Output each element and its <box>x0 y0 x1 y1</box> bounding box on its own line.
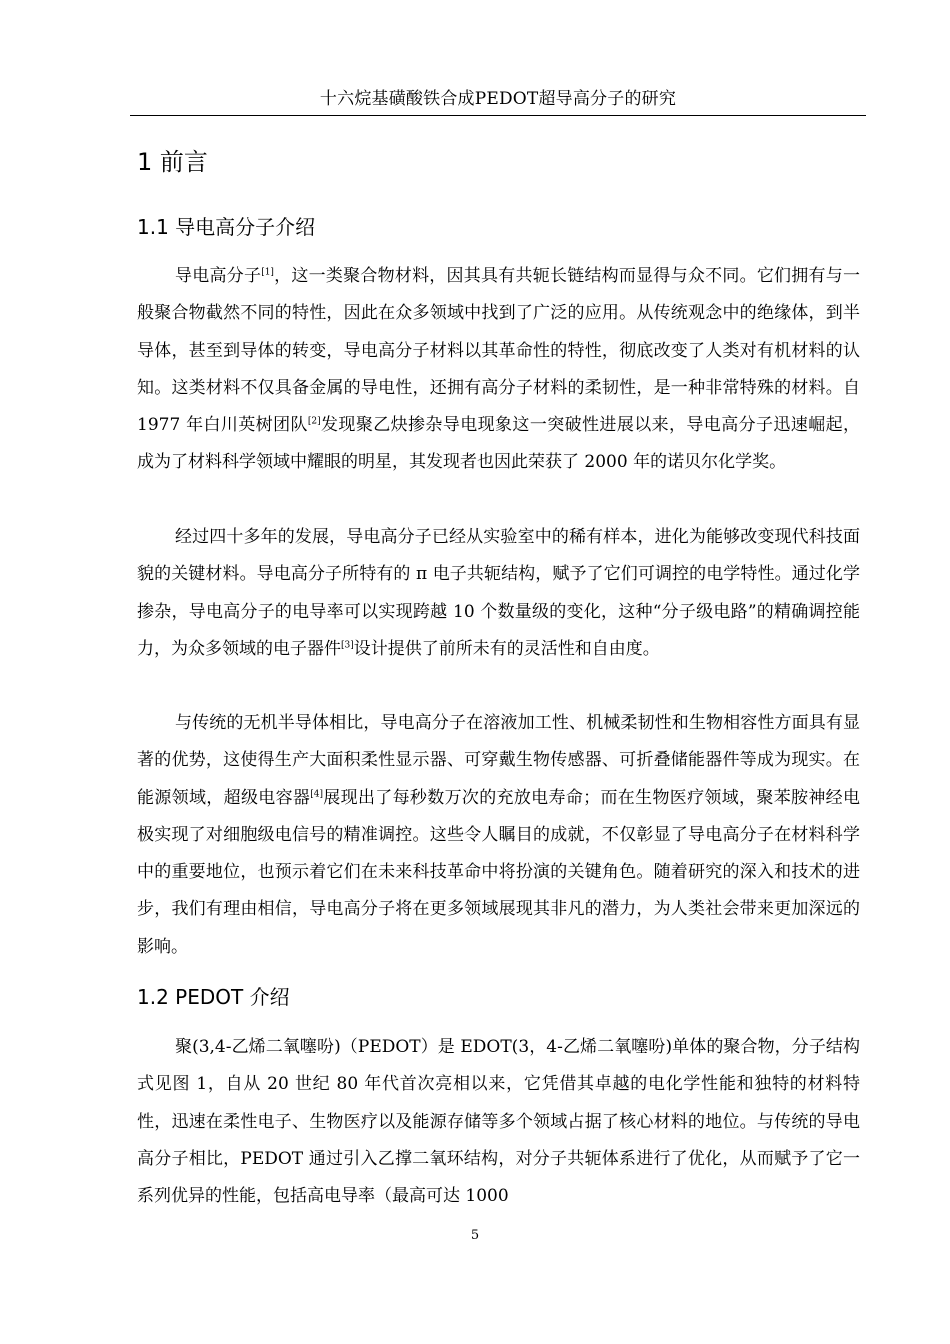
paragraph-advantages <box>137 705 860 966</box>
paragraph-conductive-polymers-intro <box>137 258 860 482</box>
paragraph-text: ，这一类聚合物材料，因其具有共轭长链结构而显得与众不同。它们拥有与一般聚合物截然不同的特性，因此在众多领域中找到了广泛的应用。从传统观念中的绝缘体，到半导体，甚至到导体的转变，导电高分子材料以其革命性的特性，彻底改变了人类对有机材料的认知。这类材料不仅具备金属的导电性，还拥有高分子材料的柔韧性，是一种非常特殊的材料。自 1977 年白川英树团队 <box>137 266 861 436</box>
paragraph-text: 与传统的无机半导体相比，导电高分子在溶液加工性、机械柔韧性和生物相容性方面具有显著的优势，这使得生产大面积柔性显示器、可穿戴生物传感器、可折叠储能器件等成为现实。在能源领域，超级电容器 <box>137 713 860 808</box>
citation-ref: [2] <box>307 416 321 427</box>
paragraph-development <box>137 519 860 668</box>
citation-ref: [1] <box>261 267 274 278</box>
page-number: 5 <box>470 1228 480 1243</box>
paragraph-text: 经过四十多年的发展，导电高分子已经从实验室中的稀有样本，进化为能够改变现代科技面貌的关键材料。导电高分子所特有的 π 电子共轭结构，赋予了它们可调控的电学特性。通过化学掺杂，导电高分子的电导率可以实现跨越 10 个数量级的变化，这种“分子级电路”的精确调控能力，为众多领域的电子器件 <box>137 527 860 659</box>
paragraph-text: 设计提供了前所未有的灵活性和自由度。 <box>353 638 660 659</box>
chapter-heading: 1 前言 <box>137 148 208 176</box>
citation-ref: [3] <box>341 640 354 651</box>
paragraph-text: 发现聚乙炔掺杂导电现象这一突破性进展以来，导电高分子迅速崛起，成为了材料科学领域中耀眼的明星，其发现者也因此荣获了 2000 年的诺贝尔化学奖。 <box>137 415 861 473</box>
paragraph-text: 导电高分子 <box>175 266 262 286</box>
section-heading-1-2: 1.2 PEDOT 介绍 <box>137 985 290 1009</box>
citation-ref: [4] <box>310 788 323 799</box>
paragraph-pedot-intro: 聚(3,4-乙烯二氧噻吩)（PEDOT）是 EDOT(3，4-乙烯二氧噻吩)单体的聚合物，分子结构式见图 1，自从 20 世纪 80 年代首次亮相以来，它凭借其卓越的电化学性能和独特的材料特性，迅速在柔性电子、生物医疗以及能源存储等多个领域占据了核心材料的地位。与传统的导电高分子相比，PEDOT 通过引入乙撑二氧环结构，对分子共轭体系进行了优化，从而赋予了它一系列优异的性能，包括高电导率（最高可达 1000 <box>137 1037 860 1207</box>
section-heading-1-1: 1.1 导电高分子介绍 <box>137 215 316 239</box>
paragraph-text: 展现出了每秒数万次的充放电寿命；而在生物医疗领域，聚苯胺神经电极实现了对细胞级电信号的精准调控。这些令人瞩目的成就，不仅彰显了导电高分子在材料科学中的重要地位，也预示着它们在未来科技革命中将扮演的关键角色。随着研究的深入和技术的进步，我们有理由相信，导电高分子将在更多领域展现其非凡的潜力，为人类社会带来更加深远的影响。 <box>137 787 861 957</box>
running-header: 十六烷基磺酸铁合成PEDOT超导高分子的研究 <box>130 88 866 116</box>
